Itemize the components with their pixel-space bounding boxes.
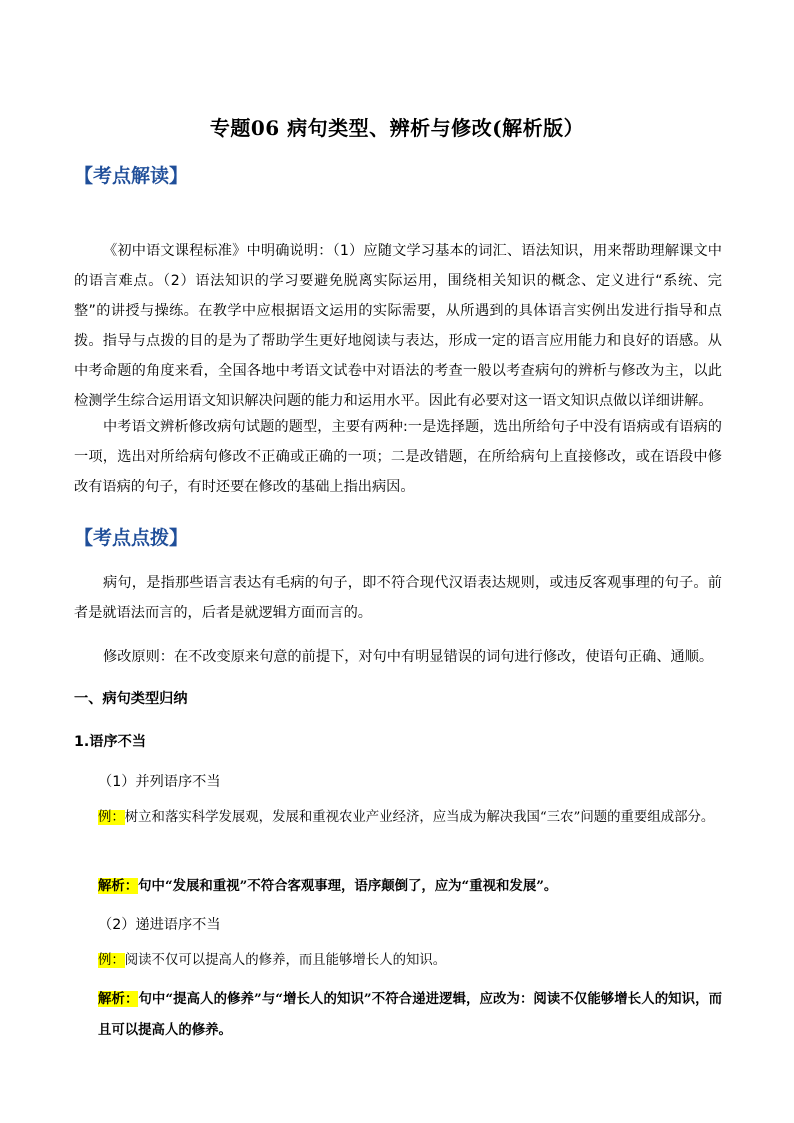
point-heading: 1.语序不当 bbox=[74, 734, 147, 750]
paragraph: 《初中语文课程标准》中明确说明：（1）应随文学习基本的词汇、语法知识，用来帮助理解课文中的语言难点。（2）语法知识的学习要避免脱离实际运用，围绕相关知识的概念、定义进行“系统、完整”的讲授与操练。在教学中应根据语文运用的实际需要，从所遇到的具体语言实例出发进行指导和点拨。指导与点拨的目的是为了帮助学生更好地阅读与表达，形成一定的语言应用能力和良好的语感。从中考命题的角度来看，全国各地中考语文试卷中对语法的考查一般以考查病句的辨析与修改为主，以此检测学生综合运用语文知识解决问题的能力和运用水平。因此有必要对这一语文知识点做以详细讲解。 bbox=[74, 243, 722, 409]
paragraph: 中考语文辨析修改病句试题的题型，主要有两种:一是选择题，选出所给句子中没有语病或有语病的一项，选出对所给病句修改不正确或正确的一项；二是改错题，在所给病句上直接修改，或在语段中修改有语病的句子，有时还要在修改的基础上指出病因。 bbox=[74, 419, 722, 495]
example-text: 树立和落实科学发展观，发展和重视农业产业经济，应当成为解决我国“三农”问题的重要组成部分。 bbox=[124, 810, 715, 825]
paragraph: 修改原则：在不改变原来句意的前提下，对句中有明显错误的词句进行修改，使语句正确、通顺。 bbox=[103, 649, 714, 665]
page-title: 专题06 病句类型、辨析与修改(解析版） bbox=[209, 116, 585, 140]
item-label: （2）递进语序不当 bbox=[98, 917, 221, 933]
analysis-text: 句中“发展和重视”不符合客观事理，语序颠倒了，应为“重视和发展”。 bbox=[138, 878, 558, 894]
paragraph: 病句，是指那些语言表达有毛病的句子，即不符合现代汉语表达规则，或违反客观事理的句子。前者是就语法而言的，后者是就逻辑方面而言的。 bbox=[74, 575, 722, 621]
example-tag: 例： bbox=[98, 953, 125, 968]
analysis-block bbox=[98, 871, 722, 902]
example-block bbox=[98, 945, 722, 976]
example-text: 阅读不仅可以提高人的修养，而且能够增长人的知识。 bbox=[124, 953, 447, 968]
section-heading-kaodian-dianbo: 【考点点拨】 bbox=[74, 527, 189, 549]
item-label: （1）并列语序不当 bbox=[98, 774, 221, 790]
analysis-block bbox=[98, 984, 722, 1046]
analysis-text: 句中“提高人的修养”与“增长人的知识”不符合递进逻辑，应改为：阅读不仅能够增长人的知识，而且可以提高人的修养。 bbox=[98, 991, 723, 1038]
example-block bbox=[98, 802, 722, 833]
analysis-tag: 解析： bbox=[98, 991, 139, 1007]
analysis-tag: 解析： bbox=[98, 878, 139, 894]
example-tag: 例： bbox=[98, 810, 125, 825]
section-heading-kaodian-jiedu: 【考点解读】 bbox=[74, 165, 189, 187]
sub-heading: 一、病句类型归纳 bbox=[74, 691, 188, 707]
